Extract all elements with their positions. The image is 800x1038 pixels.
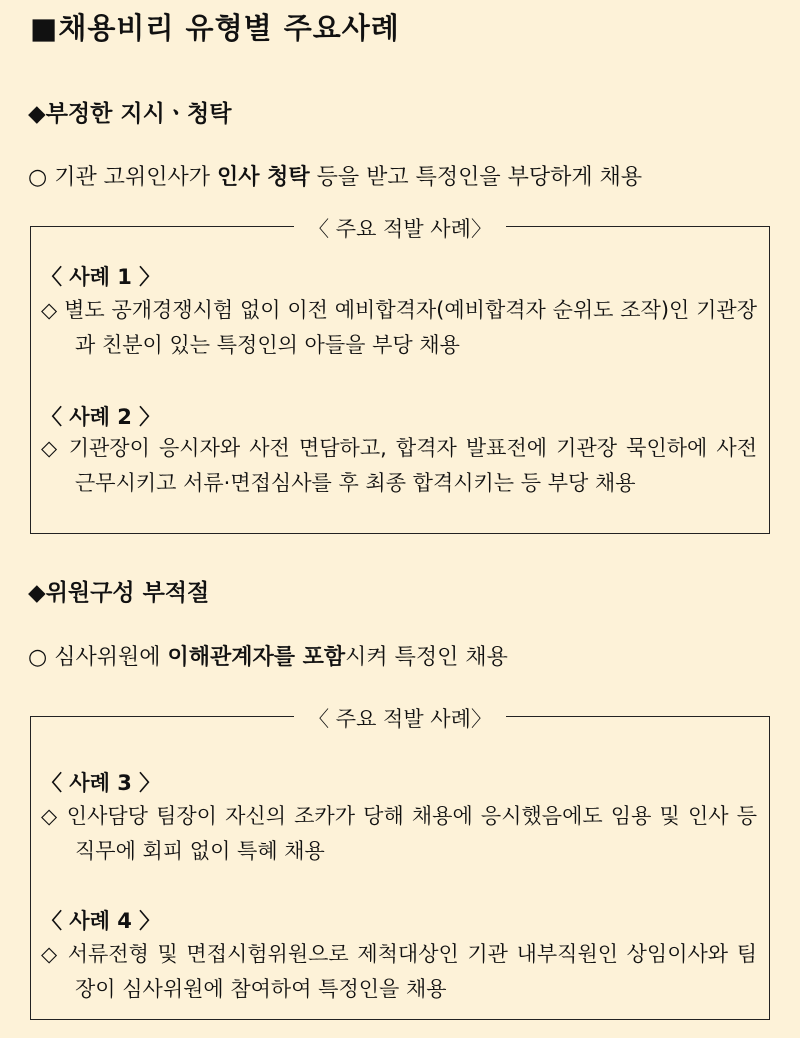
case-2-heading: 〈 사례 2 〉 xyxy=(41,405,161,429)
section2-summary-mid: 를 xyxy=(273,645,303,670)
case-3-heading: 〈 사례 3 〉 xyxy=(41,771,161,795)
case-3-text: ◇ 인사담당 팀장이 자신의 조카가 당해 채용에 응시했음에도 임용 및 인사 등 직무에 회피 없이 특혜 채용 xyxy=(41,804,757,863)
section2-summary-suffix: 시켜 특정인 채용 xyxy=(345,645,508,670)
section2-summary-bold2: 포함 xyxy=(302,645,346,670)
section2-box-caption: 〈 주요 적발 사례〉 xyxy=(31,703,769,733)
section1-summary-prefix: ○ 기관 고위인사가 xyxy=(28,165,217,190)
section2-summary-prefix: ○ 심사위원에 xyxy=(28,645,168,670)
section2-heading: ◆위원구성 부적절 xyxy=(28,580,210,606)
case-4-text: ◇ 서류전형 및 면접시험위원으로 제척대상인 기관 내부직원인 상임이사와 팀장이 심사위원에 참여하여 특정인을 채용 xyxy=(41,942,757,1001)
section1-cases-box xyxy=(30,217,770,534)
case-1-heading: 〈 사례 1 〉 xyxy=(41,265,161,289)
section2-summary-bold1: 이해관계자 xyxy=(167,645,274,670)
case-1-text: ◇ 별도 공개경쟁시험 없이 이전 예비합격자(예비합격자 순위도 조작)인 기관장과 친분이 있는 특정인의 아들을 부당 채용 xyxy=(41,298,757,357)
section1-box-caption: 〈 주요 적발 사례〉 xyxy=(31,213,769,243)
section1-summary-suffix: 등을 받고 특정인을 부당하게 채용 xyxy=(309,165,643,190)
section1-heading: ◆부정한 지시ㆍ청탁 xyxy=(28,101,232,127)
case-2-text: ◇ 기관장이 응시자와 사전 면담하고, 합격자 발표전에 기관장 묵인하에 사전 근무시키고 서류·면접심사를 후 최종 합격시키는 등 부당 채용 xyxy=(41,436,757,495)
section2-summary xyxy=(28,640,508,671)
section1-summary xyxy=(28,160,642,191)
page-title: ■채용비리 유형별 주요사례 xyxy=(30,11,400,45)
section2-cases-box xyxy=(30,707,770,1020)
section1-summary-bold: 인사 청탁 xyxy=(216,165,310,190)
case-4-heading: 〈 사례 4 〉 xyxy=(41,909,161,933)
